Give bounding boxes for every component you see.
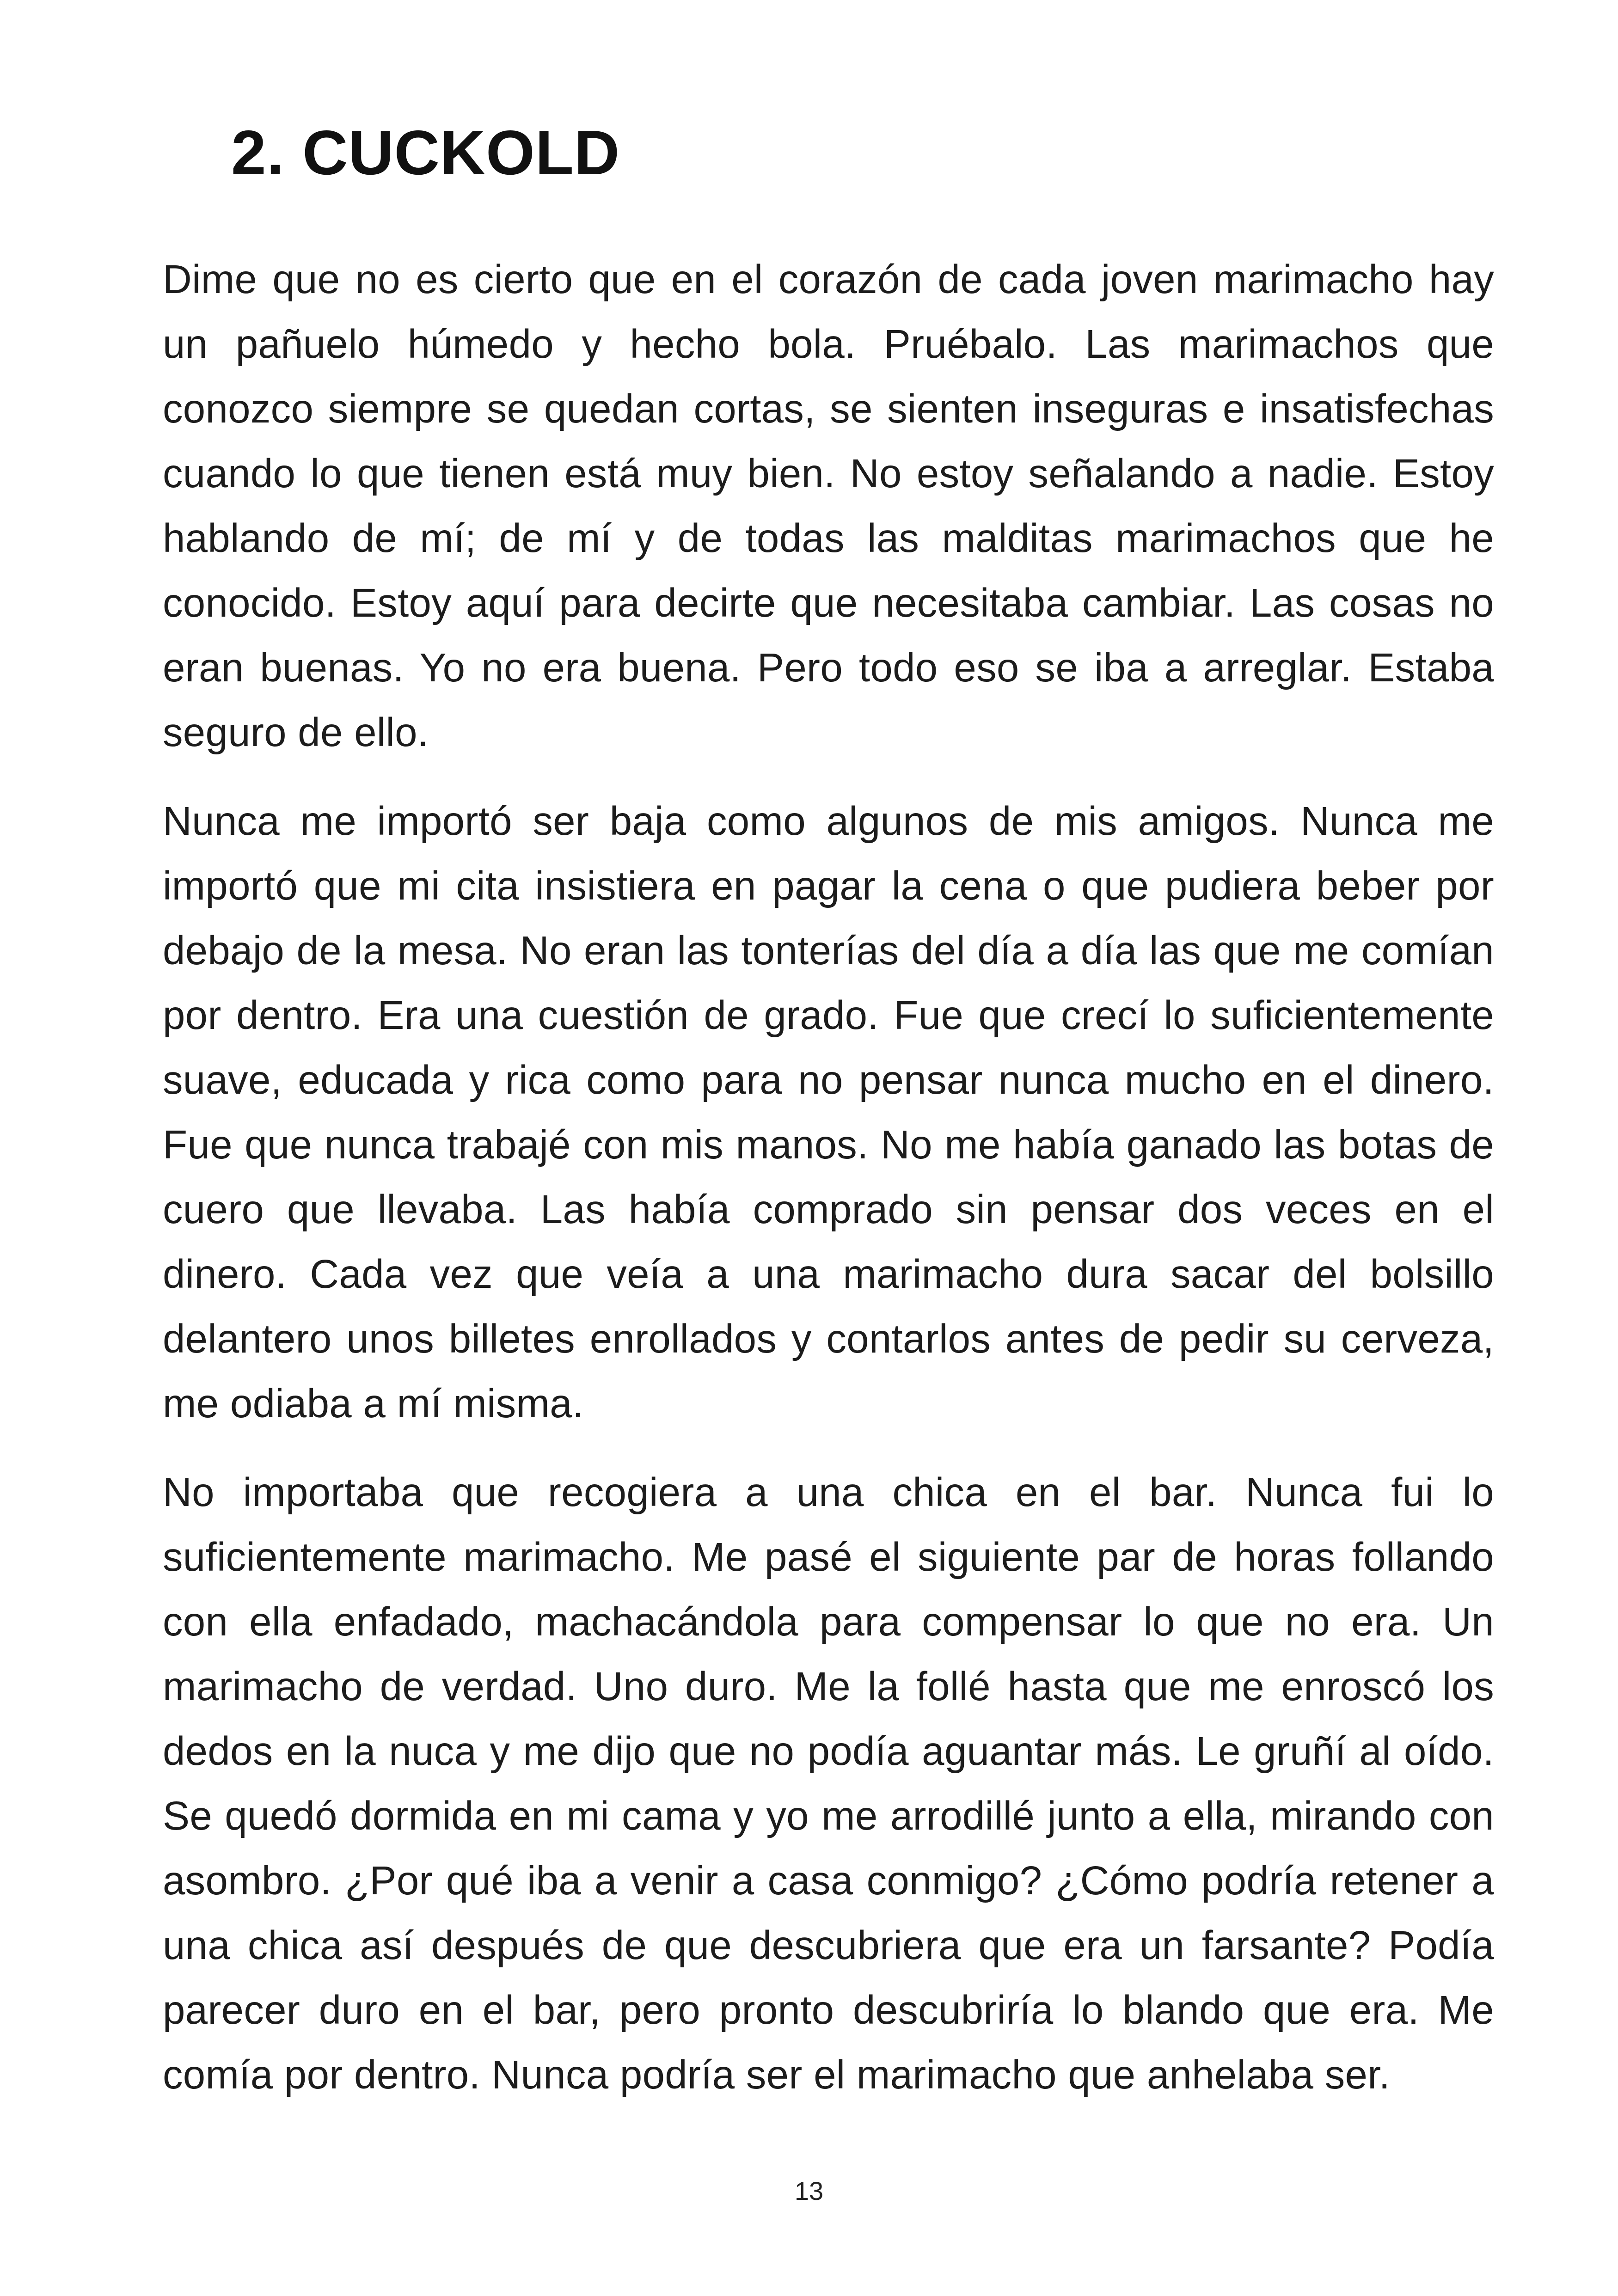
paragraph-2: Nunca me importó ser baja como algunos de mis amigos. Nunca me importó que mi cita insistiera en pagar la cena o que pudiera beber por debajo de la mesa. No eran las tonterías del día a día las que me comían por dentro. Era una cuestión de grado. Fue que crecí lo suficientemente suave, educada y rica como para no pensar nunca mucho en el dinero. Fue que nunca trabajé con mis manos. No me había ganado las botas de cuero que llevaba. Las había comprado sin pensar dos veces en el dinero. Cada vez que veía a una marimacho dura sacar del bolsillo delantero unos billetes enrollados y contarlos antes de pedir su cerveza, me odiaba a mí misma.: [163, 799, 1494, 1426]
page-number: 13: [794, 2176, 824, 2205]
paragraph-1: Dime que no es cierto que en el corazón de cada joven marimacho hay un pañuelo húmedo y hecho bola. Pruébalo. Las marimachos que conozco siempre se quedan cortas, se sienten inseguras e insatisfechas cuando lo que tienen está muy bien. No estoy señalando a nadie. Estoy hablando de mí; de mí y de todas las malditas marimachos que he conocido. Estoy aquí para decirte que necesitaba cambiar. Las cosas no eran buenas. Yo no era buena. Pero todo eso se iba a arreglar. Estaba seguro de ello.: [163, 257, 1494, 755]
chapter-title: 2. CUCKOLD: [231, 117, 620, 188]
chapter-body: [163, 247, 1494, 2131]
paragraph-3: No importaba que recogiera a una chica en el bar. Nunca fui lo suficientemente marimacho. Me pasé el siguiente par de horas follando con ella enfadado, machacándola para compensar lo que no era. Un marimacho de verdad. Uno duro. Me la follé hasta que me enroscó los dedos en la nuca y me dijo que no podía aguantar más. Le gruñí al oído. Se quedó dormida en mi cama y yo me arrodillé junto a ella, mirando con asombro. ¿Por qué iba a venir a casa conmigo? ¿Cómo podría retener a una chica así después de que descubriera que era un farsante? Podía parecer duro en el bar, pero pronto descubriría lo blando que era. Me comía por dentro. Nunca podría ser el marimacho que anhelaba ser.: [163, 1470, 1494, 2097]
